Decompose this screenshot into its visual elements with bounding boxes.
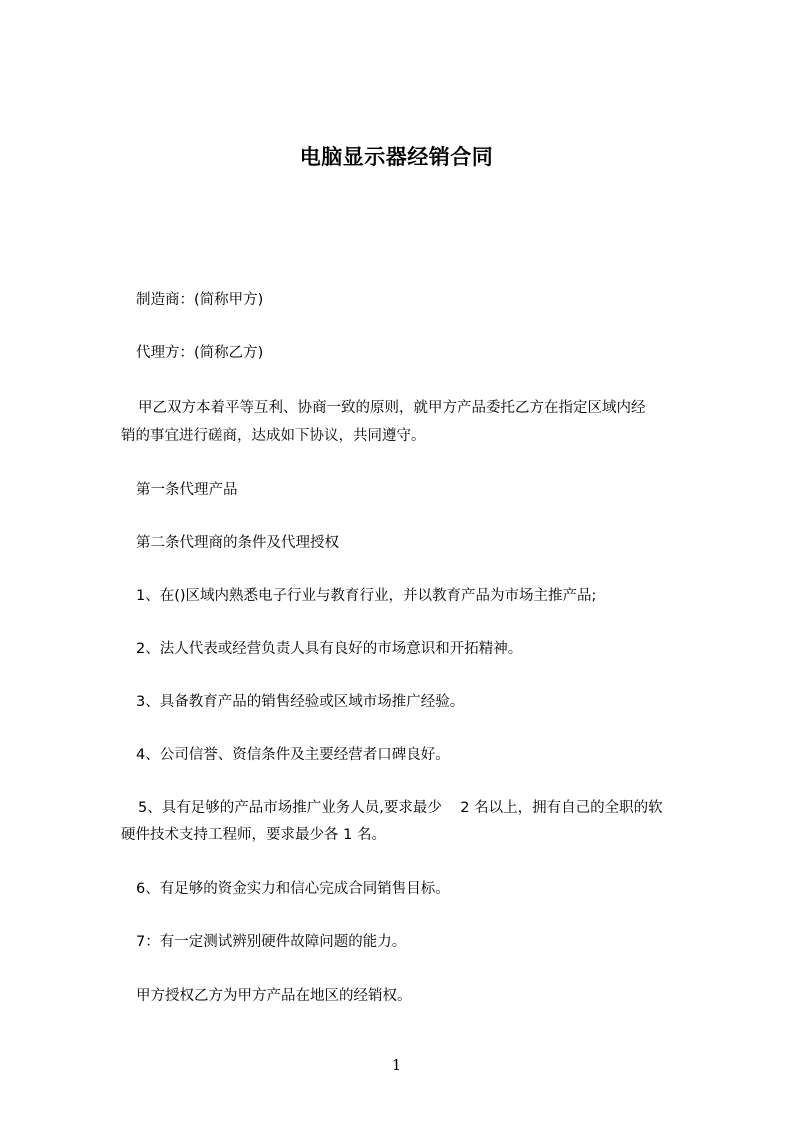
condition-item-7: 7：有一定测试辨别硬件故障问题的能力。 (136, 934, 407, 950)
condition-item-1: 1、在()区域内熟悉电子行业与教育行业，并以教育产品为市场主推产品; (136, 588, 597, 604)
condition-item-5-line-1: 5、具有足够的产品市场推广业务人员,要求最少 2 名以上，拥有自己的全职的软 (138, 800, 663, 816)
preamble-line-2: 销的事宜进行磋商，达成如下协议，共同遵守。 (121, 428, 426, 444)
condition-item-6: 6、有足够的资金实力和信心完成合同销售目标。 (136, 881, 450, 897)
article-2-heading: 第二条代理商的条件及代理授权 (136, 535, 339, 551)
document-title: 电脑显示器经销合同 (299, 145, 494, 169)
preamble-line-1: 甲乙双方本着平等互利、协商一致的原则，就甲方产品委托乙方在指定区域内经 (138, 400, 646, 416)
page-number: 1 (391, 1056, 402, 1074)
condition-item-5-line-2: 硬件技术支持工程师，要求最少各 1 名。 (121, 827, 386, 843)
agent-line: 代理方：(简称乙方) (136, 345, 264, 361)
manufacturer-line: 制造商：(简称甲方) (136, 292, 264, 308)
condition-item-2: 2、法人代表或经营负责人具有良好的市场意识和开拓精神。 (136, 641, 523, 657)
condition-item-3: 3、具备教育产品的销售经验或区域市场推广经验。 (136, 694, 465, 710)
article-1-heading: 第一条代理产品 (136, 482, 238, 498)
condition-item-4: 4、公司信誉、资信条件及主要经营者口碑良好。 (136, 747, 450, 763)
authorization-line: 甲方授权乙方为甲方产品在地区的经销权。 (136, 988, 412, 1004)
